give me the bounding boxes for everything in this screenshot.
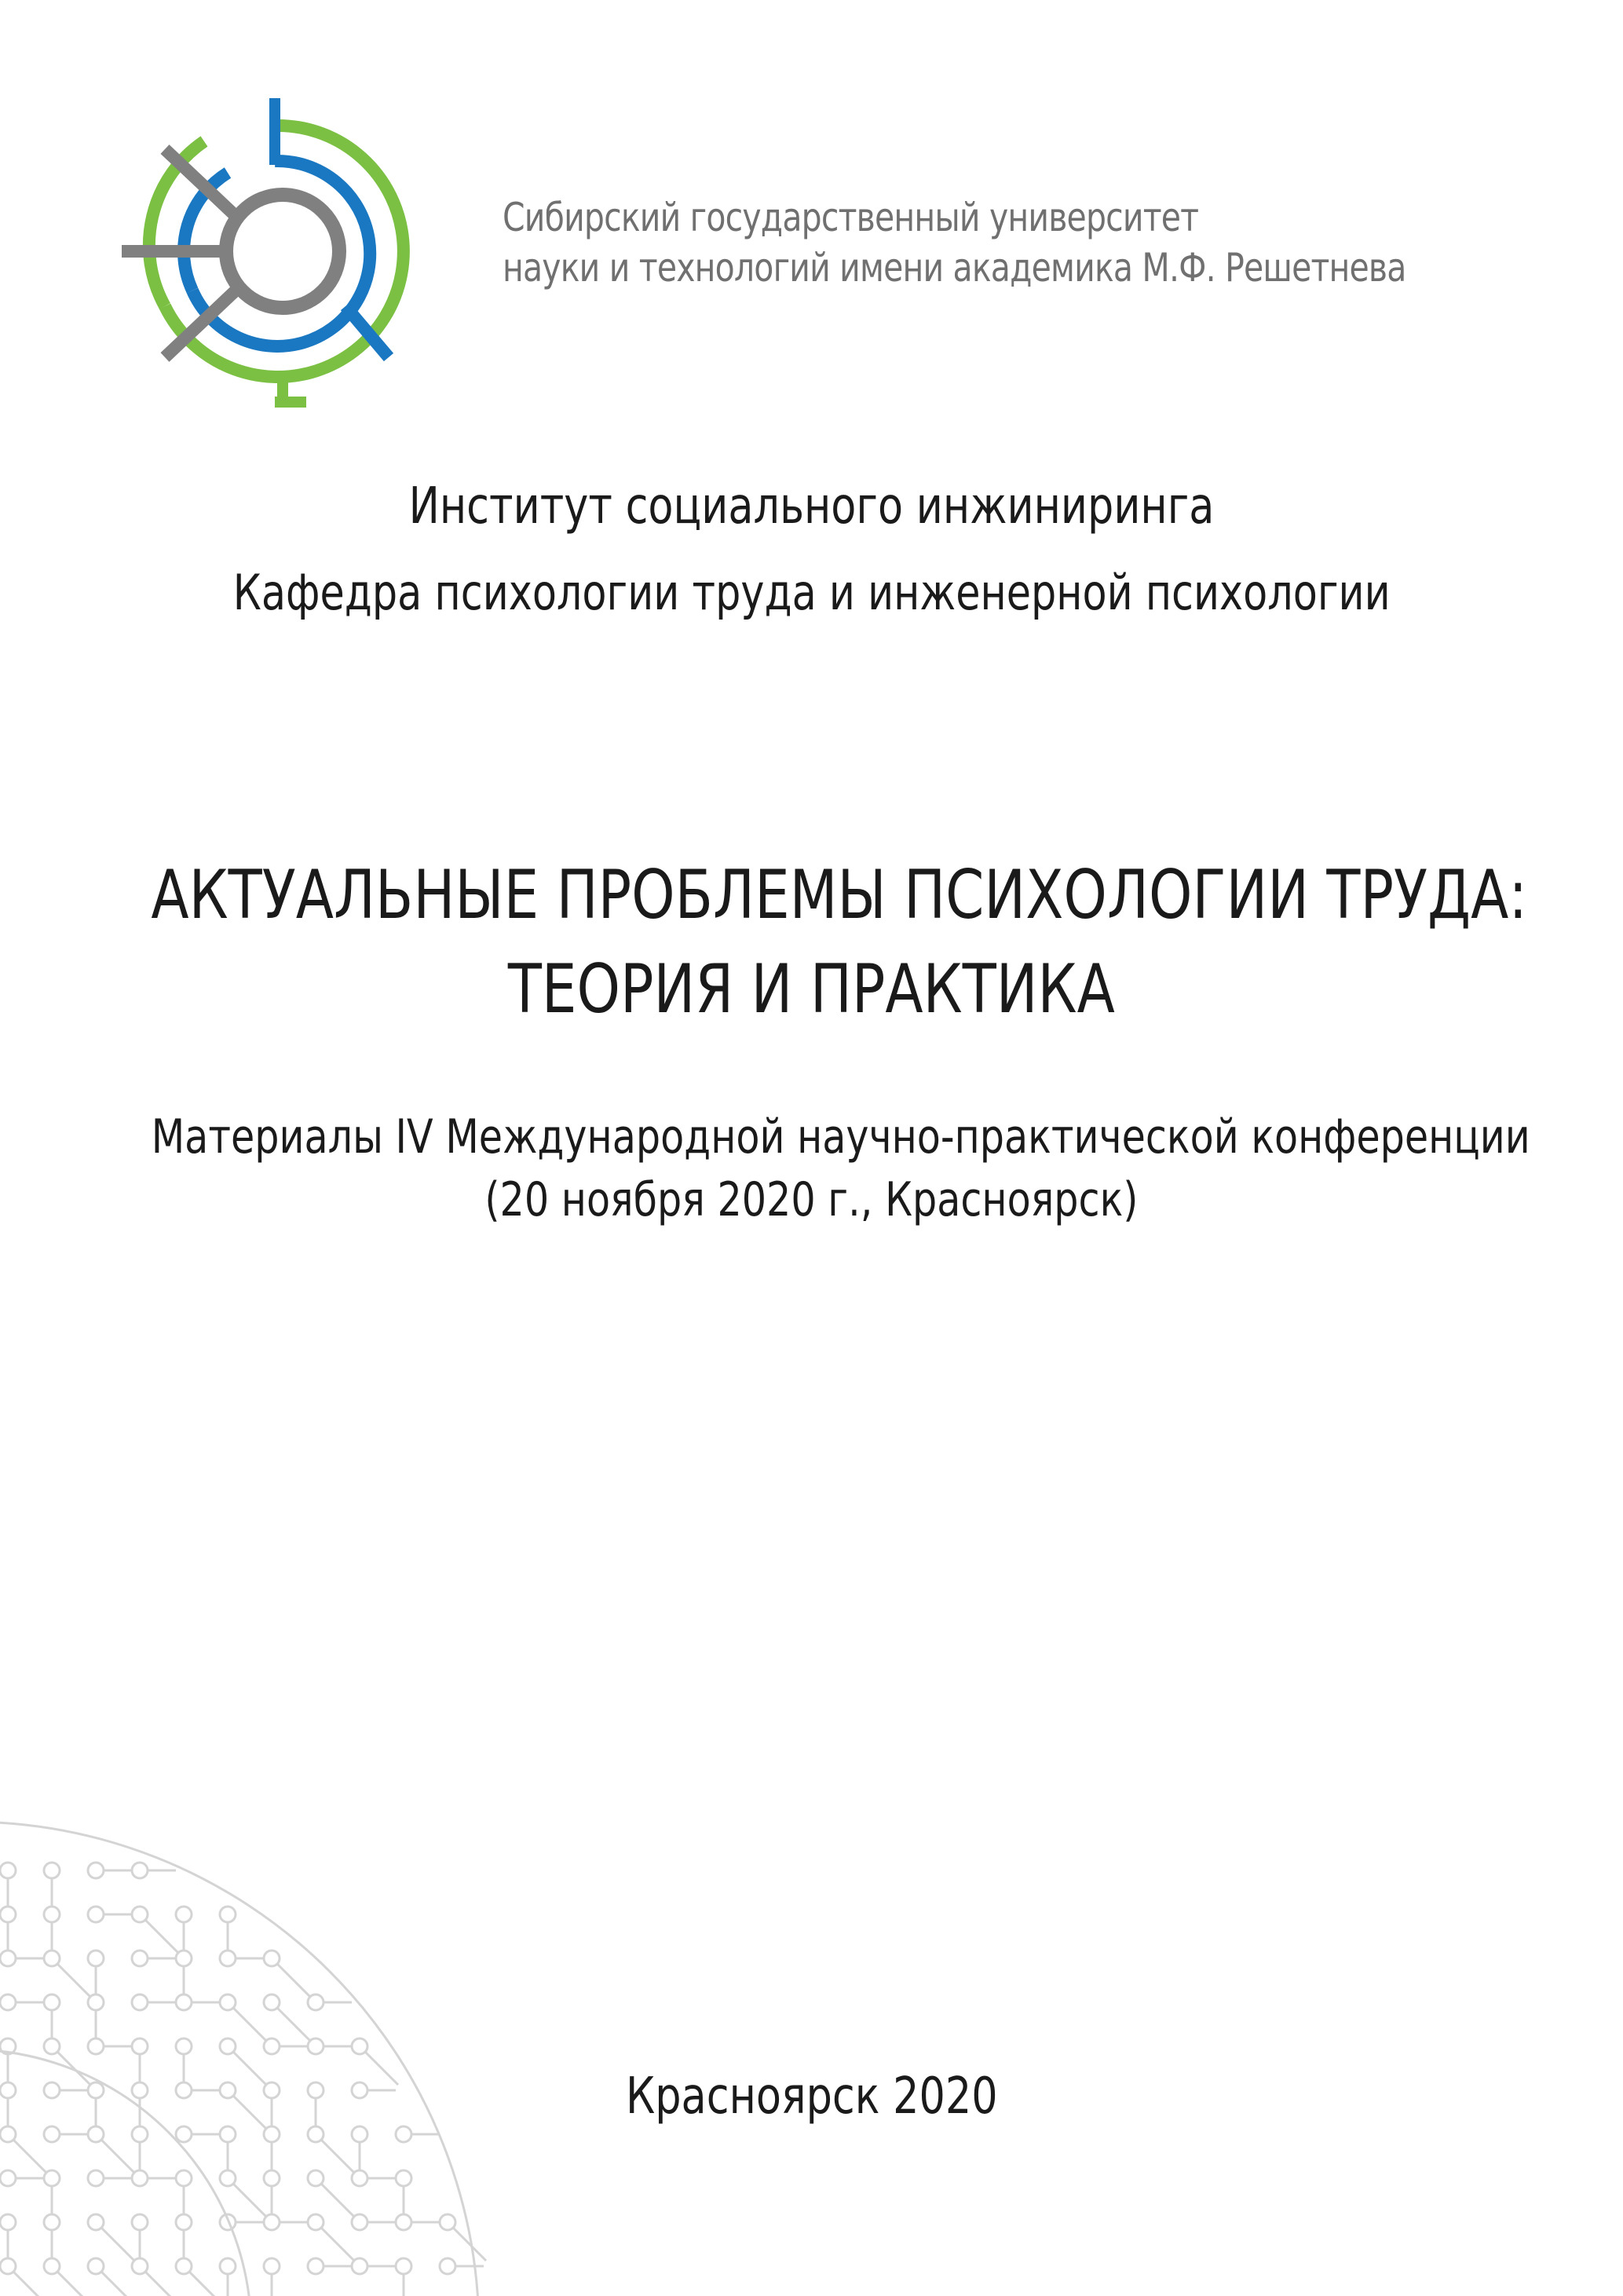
pattern-node — [220, 1951, 264, 1966]
pattern-node — [352, 2170, 396, 2186]
pattern-node — [176, 2258, 222, 2296]
pattern-node — [264, 2170, 280, 2214]
subtitle-line1: Материалы IV Международной научно-практической конференции — [151, 1110, 1530, 1164]
pattern-node — [88, 1863, 132, 1878]
city-year: Красноярск 2020 — [625, 2067, 998, 2126]
pattern-node — [44, 1994, 60, 2038]
pattern-node — [264, 1951, 310, 1997]
pattern-node — [220, 1907, 236, 1951]
pattern-node — [264, 2214, 308, 2230]
university-name — [503, 192, 1406, 293]
pattern-node — [176, 1951, 192, 1994]
pattern-node — [264, 2038, 308, 2054]
pattern-node — [132, 1863, 176, 1878]
pattern-node — [396, 2214, 440, 2230]
pattern-node — [264, 1994, 310, 2041]
institute-name: Институт социального инжиниринга — [408, 477, 1215, 536]
department-name: Кафедра психологии труда и инженерной психологии — [232, 564, 1391, 621]
university-name-line2: науки и технологий имени академика М.Ф. Решетнева — [503, 245, 1406, 291]
pattern-node — [440, 2258, 484, 2274]
pattern-node — [132, 2170, 176, 2186]
pattern-node — [0, 2258, 46, 2296]
pattern-node — [44, 2258, 90, 2296]
pattern-node — [88, 1907, 132, 1922]
pattern-node — [0, 1863, 16, 1907]
pattern-node — [220, 2126, 236, 2170]
logo-gray-circle — [226, 195, 339, 308]
subtitle-line2: (20 ноября 2020 г., Красноярск) — [484, 1172, 1139, 1227]
pattern-node — [308, 1994, 352, 2010]
pattern-node — [220, 2170, 266, 2217]
circuit-pattern-decoration — [0, 1767, 565, 2296]
document-title-line2: ТЕОРИЯ И ПРАКТИКА — [507, 950, 1116, 1029]
pattern-node — [44, 2214, 60, 2258]
pattern-node — [308, 2038, 352, 2054]
pattern-node — [440, 2214, 486, 2261]
pattern-node — [88, 2258, 134, 2296]
pattern-node — [264, 2258, 280, 2296]
pattern-node — [308, 2258, 352, 2274]
pattern-node — [176, 2126, 220, 2142]
pattern-node — [132, 1951, 176, 1966]
pattern-node — [132, 2258, 178, 2296]
pattern-node — [44, 2170, 60, 2214]
pattern-node — [88, 2214, 134, 2261]
university-logo — [118, 94, 416, 408]
pattern-node — [88, 2126, 134, 2173]
pattern-node — [352, 2214, 396, 2230]
pattern-node — [0, 2214, 16, 2258]
pattern-node — [220, 1994, 266, 2041]
pattern-node — [132, 1994, 176, 2010]
pattern-node — [264, 2126, 280, 2170]
pattern-node — [88, 2038, 132, 2054]
pattern-node — [132, 2126, 148, 2170]
pattern-node — [176, 2170, 192, 2214]
pattern-node — [396, 2258, 411, 2296]
pattern-node — [0, 1994, 44, 2010]
pattern-node — [132, 2214, 148, 2258]
pattern-node — [0, 1951, 44, 1966]
pattern-node — [396, 2126, 440, 2142]
pattern-node — [88, 1994, 104, 2038]
pattern-node — [176, 1907, 192, 1951]
pattern-node — [396, 2170, 411, 2214]
pattern-node — [176, 2214, 192, 2258]
pattern-node — [352, 2126, 367, 2170]
pattern-node — [44, 1951, 90, 1997]
pattern-node — [44, 1863, 60, 1907]
pattern-node — [44, 1907, 60, 1951]
pattern-node — [132, 1907, 178, 1953]
document-title-line1: АКТУАЛЬНЫЕ ПРОБЛЕМЫ ПСИХОЛОГИИ ТРУДА: — [151, 856, 1528, 934]
pattern-node — [0, 1907, 16, 1951]
pattern-node — [0, 2126, 46, 2173]
pattern-node — [176, 1994, 220, 2010]
pattern-node — [352, 2258, 396, 2274]
pattern-node — [308, 2126, 354, 2173]
pattern-node — [44, 2126, 88, 2142]
pattern-node — [308, 2214, 354, 2261]
pattern-node — [220, 2258, 236, 2296]
pattern-node — [308, 2170, 354, 2217]
university-name-line1: Сибирский государственный университет — [503, 195, 1199, 240]
pattern-node — [88, 2170, 132, 2186]
pattern-node — [0, 2170, 44, 2186]
pattern-node — [88, 1951, 104, 1994]
